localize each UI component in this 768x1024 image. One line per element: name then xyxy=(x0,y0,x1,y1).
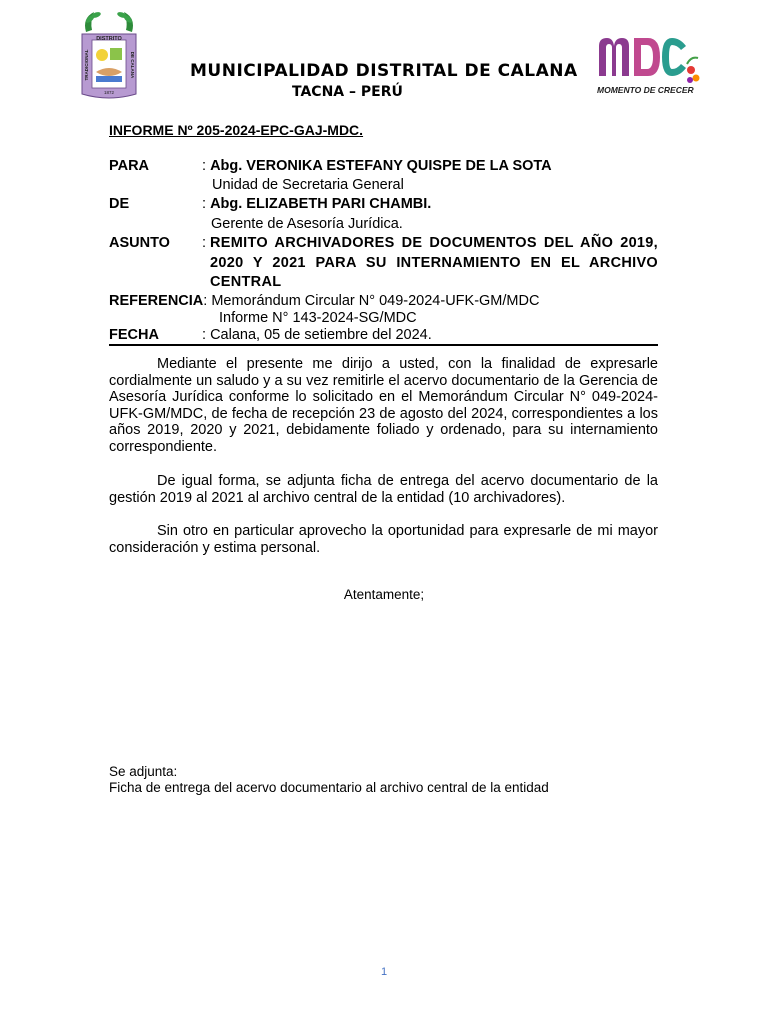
attachment-label: Se adjunta: xyxy=(109,764,178,779)
fecha-label: FECHA xyxy=(109,327,159,343)
referencia-row: REFERENCIA: Memorándum Circular N° 049-2024-UFK-GM/MDC xyxy=(109,293,540,309)
referencia-line1: Memorándum Circular N° 049-2024-UFK-GM/MDC xyxy=(211,293,540,309)
body-paragraph-2: De igual forma, se adjunta ficha de entrega del acervo documentario de la gestión 2019 al 2021 al archivo central de la entidad (10 archivadores). xyxy=(109,473,658,506)
de-name-row: : Abg. ELIZABETH PARI CHAMBI. xyxy=(202,196,432,212)
fecha-value: Calana, 05 de setiembre del 2024. xyxy=(210,327,432,343)
mdc-tagline: MOMENTO DE CRECER xyxy=(597,85,694,95)
body-paragraph-3: Sin otro en particular aprovecho la oportunidad para expresarle de mi mayor consideración y estima personal. xyxy=(109,523,658,556)
header-divider xyxy=(109,344,658,346)
crest-right-text: DE CALANA xyxy=(130,51,135,79)
de-label: DE xyxy=(109,196,130,212)
municipal-crest-logo xyxy=(78,10,140,102)
crest-left-text: TRADICIONAL xyxy=(84,49,89,81)
referencia-line2: Informe N° 143-2024-SG/MDC xyxy=(219,310,417,326)
asunto-label: ASUNTO xyxy=(109,235,170,251)
fecha-row: : Calana, 05 de setiembre del 2024. xyxy=(202,327,432,343)
body-paragraph-1: Mediante el presente me dirijo a usted, con la finalidad de expresarle cordialmente un saludo y a su vez remitirle el acervo documentario de la Gerencia de Asesoría Jurídica conforme lo solicitado en el Memorándum Circular N° 049-2024-UFK-GM/MDC, de fecha de recepción 23 de agosto del 2024, correspondientes a los años 2019, 2020 y 2021, debidamente foliado y ordenado, para su internamiento correspondiente. xyxy=(109,356,658,455)
report-number: INFORME Nº 205-2024-EPC-GAJ-MDC. xyxy=(109,122,364,138)
crest-top-text: DISTRITO xyxy=(96,36,122,42)
para-name-row: : Abg. VERONIKA ESTEFANY QUISPE DE LA SOTA xyxy=(202,158,552,174)
asunto-text: REMITO ARCHIVADORES DE DOCUMENTOS DEL AÑO 2019, 2020 Y 2021 PARA SU INTERNAMIENTO EN EL ARCHIVO CENTRAL xyxy=(210,235,658,290)
de-name: Abg. ELIZABETH PARI CHAMBI. xyxy=(210,196,432,212)
page-number: 1 xyxy=(380,966,388,978)
mdc-brand-logo xyxy=(594,34,704,98)
para-name: Abg. VERONIKA ESTEFANY QUISPE DE LA SOTA xyxy=(210,158,552,174)
asunto-colon: : xyxy=(202,235,207,251)
de-role: Gerente de Asesoría Jurídica. xyxy=(211,216,403,232)
para-role: Unidad de Secretaria General xyxy=(212,177,404,193)
para-label: PARA xyxy=(109,158,150,174)
crest-year: 1872 xyxy=(103,90,115,95)
attachment-description: Ficha de entrega del acervo documentario al archivo central de la entidad xyxy=(109,780,549,795)
organization-name: MUNICIPALIDAD DISTRITAL DE CALANA xyxy=(190,61,578,81)
referencia-label: REFERENCIA xyxy=(109,293,204,309)
closing-salutation: Atentamente; xyxy=(343,587,425,602)
organization-location: TACNA – PERÚ xyxy=(292,84,403,100)
